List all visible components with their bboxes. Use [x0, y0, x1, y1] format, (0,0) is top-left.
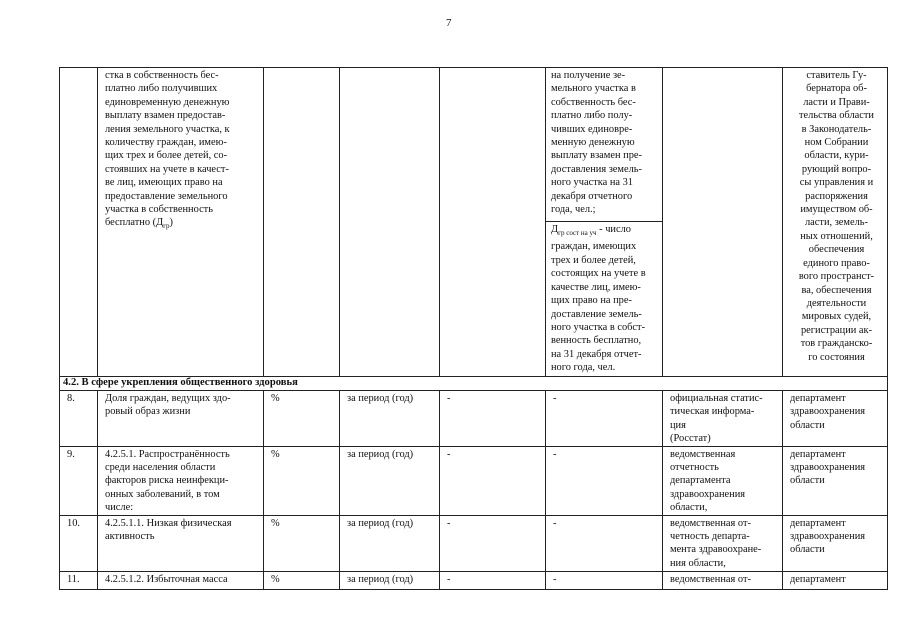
row-period: за период (год): [340, 391, 440, 447]
row-c6: -: [546, 571, 663, 589]
cont-c5-cell: [440, 68, 546, 377]
cont-method-b: [546, 222, 662, 375]
cont-method-b-pre: Д: [551, 224, 559, 235]
cont-num-cell: [60, 68, 98, 377]
cont-responsible-cell: [783, 68, 888, 377]
row-c5: -: [440, 391, 546, 447]
cont-name-end: ): [169, 217, 174, 229]
row-c6: -: [546, 391, 663, 447]
continuation-row: [60, 68, 888, 377]
cont-unit-cell: [264, 68, 340, 377]
row-c5: -: [440, 515, 546, 571]
cont-name-cell: [98, 68, 264, 377]
table-row: [60, 515, 888, 571]
row-c6: -: [546, 515, 663, 571]
row-source: ведомственная отчетность департамента здравоохранения области,: [663, 446, 783, 515]
section-row: [60, 377, 888, 391]
row-unit: %: [264, 391, 340, 447]
row-unit: %: [264, 571, 340, 589]
row-c5: -: [440, 446, 546, 515]
row-num: 9.: [60, 446, 98, 515]
cont-method-a: [546, 68, 662, 222]
row-num: 10.: [60, 515, 98, 571]
page-number: 7: [446, 17, 452, 29]
indicators-table: [59, 67, 888, 590]
row-responsible: департамент здравоохранения области: [783, 446, 888, 515]
cont-source-cell: [663, 68, 783, 377]
table-row: [60, 446, 888, 515]
row-c5: -: [440, 571, 546, 589]
cont-name-sub: гр: [163, 222, 170, 231]
cont-method-cell: [546, 68, 663, 377]
row-name: 4.2.5.1.1. Низкая физическая активность: [98, 515, 264, 571]
row-num: 11.: [60, 571, 98, 589]
table-row: [60, 391, 888, 447]
row-source: официальная статис- тическая информа- ция (Росстат): [663, 391, 783, 447]
cont-responsible-text: ставитель Гу- бернатора об- ласти и Прави- тельства области в Законодатель- ном Собрании области, кури- рующий вопро- сы управления и распоряжения имуществом об- ласти, земель- ных отношений, обеспечения единого право- вого пространст- ва, обеспечения деятельности мировых судей, регистрации ак- тов гражданско- го состояния: [798, 70, 875, 363]
row-source: ведомственная от- четность департа- мента здравоохране- ния области,: [663, 515, 783, 571]
cont-method-a-text: на получение зе- мельного участка в собственность бес- платно либо полу- чивших единовре- менную денежную выплату взамен пре- доставления земель- ного участка на 31 декабря отчетного года, чел.;: [551, 70, 642, 216]
row-c6: -: [546, 446, 663, 515]
cont-method-b-text: - число граждан, имеющих трех и более детей, состоящих на учете в качестве лиц, имею- щих право на пре- доставление земель- ного участка в собст- венность бесплатно, на 31 декабря отчет- ного года, чел.: [551, 224, 646, 374]
row-unit: %: [264, 515, 340, 571]
row-period: за период (год): [340, 446, 440, 515]
row-num: 8.: [60, 391, 98, 447]
row-name: 4.2.5.1.2. Избыточная масса: [98, 571, 264, 589]
row-source: ведомственная от-: [663, 571, 783, 589]
cont-period-cell: [340, 68, 440, 377]
cont-method-b-sub: гр сост на уч: [558, 229, 597, 238]
row-responsible: департамент здравоохранения области: [783, 391, 888, 447]
row-name: 4.2.5.1. Распространённость среди населения области факторов риска неинфекци- онных заболеваний, в том числе:: [98, 446, 264, 515]
row-period: за период (год): [340, 571, 440, 589]
row-unit: %: [264, 446, 340, 515]
section-title: 4.2. В сфере укрепления общественного здоровья: [60, 377, 888, 391]
table-row: [60, 571, 888, 589]
cont-name-text: стка в собственность бес- платно либо получивших единовременную денежную выплату взамен предостав- ления земельного участка, к количеству граждан, имею- щих трех и более детей, со- стоявших на учете в качест- ве лиц, имеющих право на предоставление земельного участка в собственность бесплатно (Д: [105, 70, 230, 229]
row-responsible: департамент здравоохранения области: [783, 515, 888, 571]
row-period: за период (год): [340, 515, 440, 571]
row-responsible: департамент: [783, 571, 888, 589]
row-name: Доля граждан, ведущих здо- ровый образ жизни: [98, 391, 264, 447]
